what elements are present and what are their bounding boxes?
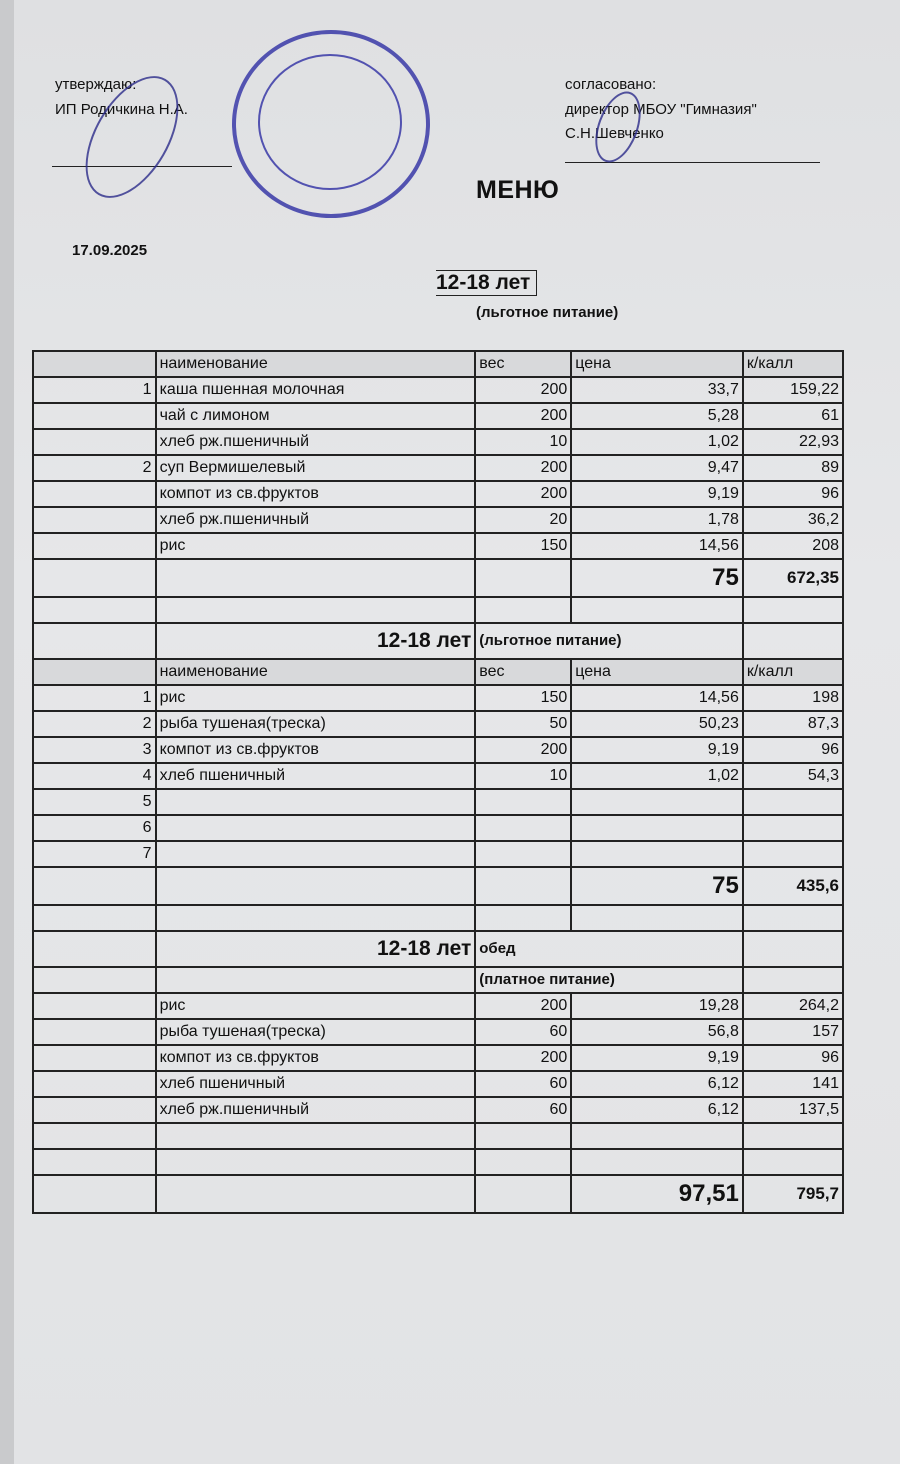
empty-cell [33,867,156,905]
table-row [33,1071,843,1097]
item-name [156,1045,476,1071]
agreed-signature-line [565,162,820,163]
item-kcal-text: 157 [812,1023,839,1040]
table-row [33,429,843,455]
item-kcal-text: 89 [821,459,839,476]
item-kcal-text: 61 [821,407,839,424]
header-price-cell [571,659,743,685]
item-kcal [743,1123,843,1149]
item-number [33,1097,156,1123]
item-price-text: 1,02 [707,767,739,784]
empty-cell [156,597,476,623]
item-number [33,789,156,815]
item-price-text: 5,28 [707,407,739,424]
item-price [571,429,743,455]
section-age [156,623,476,659]
item-number-text: 1 [142,381,152,398]
item-number-text: 2 [142,459,152,476]
total-price-text: 97,51 [678,1180,739,1207]
item-price-text: 9,19 [707,485,739,502]
item-name [156,1149,476,1175]
item-kcal-text: 36,2 [807,511,839,528]
item-number [33,841,156,867]
item-kcal-text: 208 [812,537,839,554]
approve-name: ИП Родичкина Н.А. [55,101,188,118]
item-name-text: каша пшенная молочная [159,381,345,398]
section1-subtitle: (льготное питание) [476,304,619,321]
item-weight [475,455,571,481]
section-subtitle [475,931,743,967]
item-price-text: 33,7 [707,381,739,398]
item-number-text: 4 [142,767,152,784]
item-name [156,429,476,455]
item-name [156,377,476,403]
item-name [156,533,476,559]
item-number [33,737,156,763]
empty-cell [33,1175,156,1213]
item-kcal-text: 87,3 [807,715,839,732]
section-title-row [33,623,843,659]
item-price [571,711,743,737]
section-subtitle-text: (льготное питание) [479,632,622,649]
item-kcal-text: 141 [812,1075,839,1092]
item-number [33,1149,156,1175]
item-number [33,1071,156,1097]
total-kcal-text: 672,35 [787,568,839,587]
item-name [156,815,476,841]
item-kcal [743,1019,843,1045]
empty-cell [156,867,476,905]
item-price-text: 6,12 [707,1101,739,1118]
item-number-text: 7 [142,845,152,862]
item-number [33,533,156,559]
item-price-text: 19,28 [698,997,739,1014]
item-price-text: 1,02 [707,433,739,450]
item-weight [475,763,571,789]
item-number [33,993,156,1019]
table-header-row [33,351,843,377]
item-number [33,815,156,841]
item-number-text: 2 [142,715,152,732]
table-row [33,455,843,481]
item-name [156,841,476,867]
section-subtitle-row [33,967,843,993]
item-weight-text: 20 [549,511,568,528]
empty-row [33,597,843,623]
item-weight [475,1071,571,1097]
item-price [571,377,743,403]
header-name-cell-text: наименование [159,663,268,680]
item-name [156,789,476,815]
item-price-text: 56,8 [707,1023,739,1040]
item-weight [475,789,571,815]
menu-date: 17.09.2025 [72,242,148,259]
header-weight-cell-text: вес [479,663,505,680]
item-kcal [743,1071,843,1097]
item-name [156,455,476,481]
item-number-text: 1 [142,689,152,706]
item-kcal [743,429,843,455]
total-kcal [743,867,843,905]
header-number-cell [33,659,156,685]
item-name-text: хлеб пшеничный [159,767,286,784]
header-weight-cell-text: вес [479,355,505,372]
empty-cell [475,867,571,905]
table-row [33,1149,843,1175]
item-name [156,1019,476,1045]
item-weight [475,993,571,1019]
item-price-text: 6,12 [707,1075,739,1092]
agreed-position: директор МБОУ "Гимназия" [565,101,757,118]
item-price [571,815,743,841]
item-name-text: компот из св.фруктов [159,741,319,758]
item-kcal [743,481,843,507]
item-price [571,481,743,507]
item-price [571,737,743,763]
item-name-text: рис [159,689,186,706]
section-subtitle [475,623,743,659]
item-number-text: 6 [142,819,152,836]
item-kcal-text: 22,93 [798,433,839,450]
empty-cell [571,597,743,623]
item-name [156,507,476,533]
total-row [33,867,843,905]
item-price [571,403,743,429]
empty-cell [475,559,571,597]
table-row [33,1097,843,1123]
item-price [571,789,743,815]
section-subtitle-text: обед [479,940,516,957]
item-name [156,1123,476,1149]
item-price [571,1097,743,1123]
item-name-text: чай с лимоном [159,407,270,424]
table-row [33,993,843,1019]
item-name-text: компот из св.фруктов [159,1049,319,1066]
total-row [33,559,843,597]
item-name-text: рыба тушеная(треска) [159,1023,326,1040]
item-price [571,685,743,711]
item-name [156,685,476,711]
item-number [33,685,156,711]
item-weight-text: 200 [540,485,568,502]
item-weight [475,841,571,867]
item-weight-text: 10 [549,433,568,450]
item-kcal [743,685,843,711]
table-row [33,377,843,403]
total-kcal [743,1175,843,1213]
item-weight-text: 200 [540,741,568,758]
item-name [156,711,476,737]
total-row [33,1175,843,1213]
empty-cell [743,597,843,623]
item-price [571,1123,743,1149]
empty-row [33,905,843,931]
item-kcal-text: 96 [821,741,839,758]
empty-cell [743,967,843,993]
item-kcal [743,1149,843,1175]
empty-cell [156,1175,476,1213]
item-weight-text: 200 [540,997,568,1014]
official-stamp [232,30,430,218]
empty-cell [156,559,476,597]
table-row [33,1019,843,1045]
item-weight [475,1123,571,1149]
item-price [571,507,743,533]
item-kcal-text: 96 [821,485,839,502]
empty-cell [475,597,571,623]
item-kcal [743,377,843,403]
empty-cell [33,597,156,623]
item-name-text: хлеб рж.пшеничный [159,1101,310,1118]
item-weight-text: 150 [540,689,568,706]
item-kcal-text: 137,5 [798,1101,839,1118]
item-name [156,993,476,1019]
item-name-text: хлеб рж.пшеничный [159,511,310,528]
empty-cell [475,905,571,931]
total-price-text: 75 [712,564,739,591]
item-weight [475,1149,571,1175]
empty-cell [571,905,743,931]
header-number-cell [33,351,156,377]
item-weight [475,429,571,455]
item-kcal-text: 96 [821,1049,839,1066]
total-kcal-text: 435,6 [796,876,839,895]
item-weight-text: 60 [549,1075,568,1092]
item-number [33,403,156,429]
item-weight-text: 200 [540,459,568,476]
section-age-text: 12-18 лет [376,629,472,652]
item-name [156,1071,476,1097]
table-row [33,763,843,789]
header-name-cell-text: наименование [159,355,268,372]
item-weight-text: 200 [540,1049,568,1066]
item-weight [475,737,571,763]
item-kcal-text: 159,22 [790,381,839,398]
section3-subtitle-text: (платное питание) [479,971,615,988]
header-kcal-cell [743,659,843,685]
item-number [33,507,156,533]
item-kcal [743,737,843,763]
item-kcal-text: 198 [812,689,839,706]
item-kcal [743,841,843,867]
empty-cell [33,905,156,931]
empty-cell [156,905,476,931]
approve-label: утверждаю: [55,76,137,93]
table-row [33,1045,843,1071]
item-number [33,1019,156,1045]
item-name-text: компот из св.фруктов [159,485,319,502]
total-price [571,867,743,905]
item-kcal [743,403,843,429]
section-title-row [33,931,843,967]
item-kcal [743,711,843,737]
item-weight [475,507,571,533]
table-row [33,1123,843,1149]
header-name-cell [156,351,476,377]
item-price [571,1045,743,1071]
item-weight-text: 150 [540,537,568,554]
item-number [33,763,156,789]
header-price-cell-text: цена [575,663,611,680]
table-header-row [33,659,843,685]
empty-cell [33,623,156,659]
item-number [33,377,156,403]
empty-cell [33,967,156,993]
item-number [33,1045,156,1071]
menu-table [32,350,844,1214]
item-price [571,993,743,1019]
empty-cell [743,931,843,967]
empty-cell [743,623,843,659]
item-kcal-text: 264,2 [798,997,839,1014]
item-price-text: 9,19 [707,741,739,758]
item-name [156,403,476,429]
item-name-text: суп Вермишелевый [159,459,306,476]
header-name-cell [156,659,476,685]
item-name-text: рис [159,997,186,1014]
table-row [33,403,843,429]
total-kcal-text: 795,7 [796,1184,839,1203]
total-price [571,1175,743,1213]
header-weight-cell [475,351,571,377]
item-name-text: хлеб пшеничный [159,1075,286,1092]
item-name [156,763,476,789]
section3-subtitle [475,967,743,993]
item-number-text: 3 [142,741,152,758]
header-kcal-cell-text: к/калл [746,663,794,680]
item-number [33,429,156,455]
item-kcal [743,763,843,789]
total-kcal [743,559,843,597]
item-weight [475,377,571,403]
item-weight-text: 60 [549,1023,568,1040]
section-age [156,931,476,967]
empty-cell [33,931,156,967]
item-weight-text: 10 [549,767,568,784]
table-row [33,815,843,841]
item-weight [475,1097,571,1123]
item-price [571,533,743,559]
item-kcal [743,1045,843,1071]
item-weight [475,533,571,559]
item-weight-text: 200 [540,381,568,398]
item-weight [475,815,571,841]
empty-cell [475,1175,571,1213]
page-title: МЕНЮ [476,176,560,204]
empty-cell [33,559,156,597]
section1-age: 12-18 лет [436,270,537,296]
header-kcal-cell [743,351,843,377]
item-kcal [743,789,843,815]
item-kcal [743,507,843,533]
total-price-text: 75 [712,872,739,899]
item-price [571,455,743,481]
item-price [571,841,743,867]
item-kcal [743,455,843,481]
item-price-text: 50,23 [698,715,739,732]
item-price-text: 9,19 [707,1049,739,1066]
item-weight [475,403,571,429]
item-price-text: 1,78 [707,511,739,528]
item-weight [475,685,571,711]
table-row [33,737,843,763]
total-price [571,559,743,597]
table-row [33,481,843,507]
agreed-label: согласовано: [565,76,657,93]
item-number [33,455,156,481]
item-price [571,763,743,789]
item-name [156,1097,476,1123]
item-number [33,711,156,737]
table-row [33,507,843,533]
item-number [33,1123,156,1149]
item-price [571,1019,743,1045]
item-price-text: 14,56 [698,689,739,706]
item-number [33,481,156,507]
item-name [156,737,476,763]
item-name-text: хлеб рж.пшеничный [159,433,310,450]
empty-cell [156,967,476,993]
item-kcal [743,533,843,559]
item-weight-text: 200 [540,407,568,424]
item-weight [475,481,571,507]
item-kcal [743,815,843,841]
item-price-text: 14,56 [698,537,739,554]
item-kcal-text: 54,3 [807,767,839,784]
item-number-text: 5 [142,793,152,810]
item-price [571,1071,743,1097]
header-weight-cell [475,659,571,685]
table-row [33,533,843,559]
header-price-cell-text: цена [575,355,611,372]
header-kcal-cell-text: к/калл [746,355,794,372]
table-row [33,711,843,737]
item-weight-text: 60 [549,1101,568,1118]
item-weight-text: 50 [549,715,568,732]
table-row [33,841,843,867]
item-name-text: рис [159,537,186,554]
item-price [571,1149,743,1175]
table-row [33,685,843,711]
empty-cell [743,905,843,931]
item-price-text: 9,47 [707,459,739,476]
item-kcal [743,993,843,1019]
item-kcal [743,1097,843,1123]
item-name [156,481,476,507]
item-weight [475,1045,571,1071]
item-weight [475,711,571,737]
table-row [33,789,843,815]
section-age-text: 12-18 лет [376,937,472,960]
item-name-text: рыба тушеная(треска) [159,715,326,732]
header-price-cell [571,351,743,377]
item-weight [475,1019,571,1045]
agreed-name: С.Н.Шевченко [565,125,664,142]
